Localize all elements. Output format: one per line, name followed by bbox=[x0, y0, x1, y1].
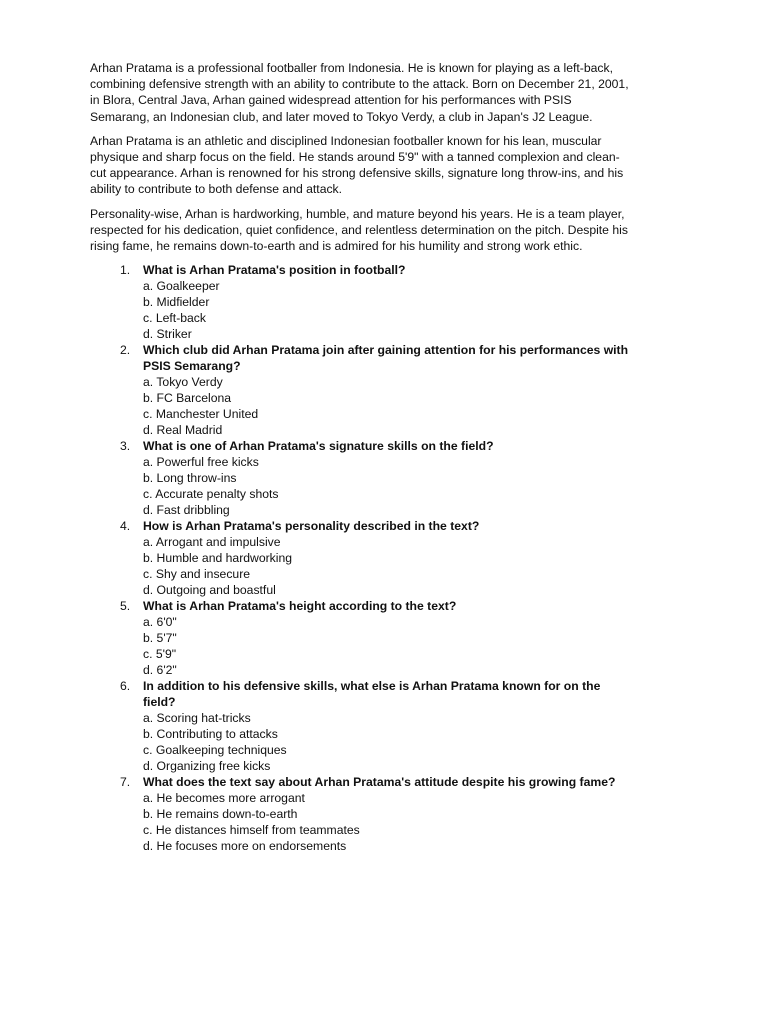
option-b: b. FC Barcelona bbox=[143, 391, 232, 406]
option-a: a. 6'0" bbox=[143, 615, 177, 630]
question-list bbox=[90, 262, 678, 854]
option-d: d. Real Madrid bbox=[143, 423, 223, 438]
option-d: d. He focuses more on endorsements bbox=[143, 839, 347, 854]
option-d: d. Fast dribbling bbox=[143, 503, 230, 518]
question-number: 7. bbox=[120, 775, 131, 790]
option-c: c. Shy and insecure bbox=[143, 567, 251, 582]
intro-paragraph-1: Arhan Pratama is a professional footballer from Indonesia. He is known for playing as a left-back, combining defensive strength with an ability to contribute to the attack. Born on December 21, 2001, in Blora, Central Java, Arhan gained widespread attention for his performances with PSIS Semarang, an Indonesian club, and later moved to Tokyo Verdy, a club in Japan's J2 League. bbox=[90, 61, 629, 124]
option-d: d. 6'2" bbox=[143, 663, 177, 678]
question-text: What is Arhan Pratama's height according to the text? bbox=[143, 599, 457, 614]
question-number: 5. bbox=[120, 599, 131, 614]
option-list bbox=[143, 710, 633, 774]
option-a: a. Tokyo Verdy bbox=[143, 375, 223, 390]
intro-paragraph-2: Arhan Pratama is an athletic and disciplined Indonesian footballer known for his lean, muscular physique and sharp focus on the field. He stands around 5'9" with a tanned complexion and clean-cut appearance. Arhan is renowned for his strong defensive skills, signature long throw-ins, and his ability to contribute to both defense and attack. bbox=[90, 133, 624, 197]
question-number: 4. bbox=[120, 519, 131, 534]
question-2 bbox=[90, 342, 633, 438]
question-5 bbox=[90, 598, 633, 678]
option-a: a. Powerful free kicks bbox=[143, 455, 259, 470]
question-text: In addition to his defensive skills, what else is Arhan Pratama known for on the field? bbox=[143, 679, 601, 710]
option-a: a. Arrogant and impulsive bbox=[143, 535, 281, 550]
option-b: b. Long throw-ins bbox=[143, 471, 237, 486]
option-a: a. He becomes more arrogant bbox=[143, 791, 305, 806]
question-text: What is one of Arhan Pratama's signature skills on the field? bbox=[143, 439, 494, 454]
question-number: 6. bbox=[120, 679, 131, 694]
option-b: b. He remains down-to-earth bbox=[143, 807, 298, 822]
question-1 bbox=[90, 262, 633, 342]
question-text: Which club did Arhan Pratama join after gaining attention for his performances with PSIS Semarang? bbox=[143, 343, 629, 374]
option-b: b. 5'7" bbox=[143, 631, 177, 646]
option-b: b. Contributing to attacks bbox=[143, 727, 278, 742]
option-a: a. Scoring hat-tricks bbox=[143, 711, 251, 726]
option-a: a. Goalkeeper bbox=[143, 279, 220, 294]
option-list bbox=[143, 534, 633, 598]
option-c: c. Left-back bbox=[143, 311, 206, 326]
intro-paragraph-3: Personality-wise, Arhan is hardworking, humble, and mature beyond his years. He is a team player, respected for his dedication, quiet confidence, and relentless determination on the pitch. Despite his rising fame, he remains down-to-earth and is admired for his humility and strong work ethic. bbox=[90, 206, 628, 254]
option-c: c. Manchester United bbox=[143, 407, 259, 422]
option-list bbox=[143, 454, 633, 518]
option-list bbox=[143, 278, 633, 342]
option-list bbox=[143, 374, 633, 438]
option-c: c. 5'9" bbox=[143, 647, 177, 662]
option-d: d. Striker bbox=[143, 327, 192, 342]
question-number: 2. bbox=[120, 343, 131, 358]
question-6 bbox=[90, 678, 633, 774]
option-list bbox=[143, 790, 633, 854]
option-d: d. Organizing free kicks bbox=[143, 759, 271, 774]
question-text: What does the text say about Arhan Pratama's attitude despite his growing fame? bbox=[143, 775, 616, 790]
option-c: c. Goalkeeping techniques bbox=[143, 743, 287, 758]
question-4 bbox=[90, 518, 633, 598]
question-text: How is Arhan Pratama's personality described in the text? bbox=[143, 519, 480, 534]
question-7 bbox=[90, 774, 633, 854]
option-d: d. Outgoing and boastful bbox=[143, 583, 276, 598]
option-b: b. Humble and hardworking bbox=[143, 551, 293, 566]
question-number: 3. bbox=[120, 439, 131, 454]
question-number: 1. bbox=[120, 263, 131, 278]
question-3 bbox=[90, 438, 633, 518]
option-c: c. He distances himself from teammates bbox=[143, 823, 360, 838]
option-b: b. Midfielder bbox=[143, 295, 210, 310]
question-text: What is Arhan Pratama's position in football? bbox=[143, 263, 406, 278]
option-c: c. Accurate penalty shots bbox=[143, 487, 279, 502]
option-list bbox=[143, 614, 633, 678]
